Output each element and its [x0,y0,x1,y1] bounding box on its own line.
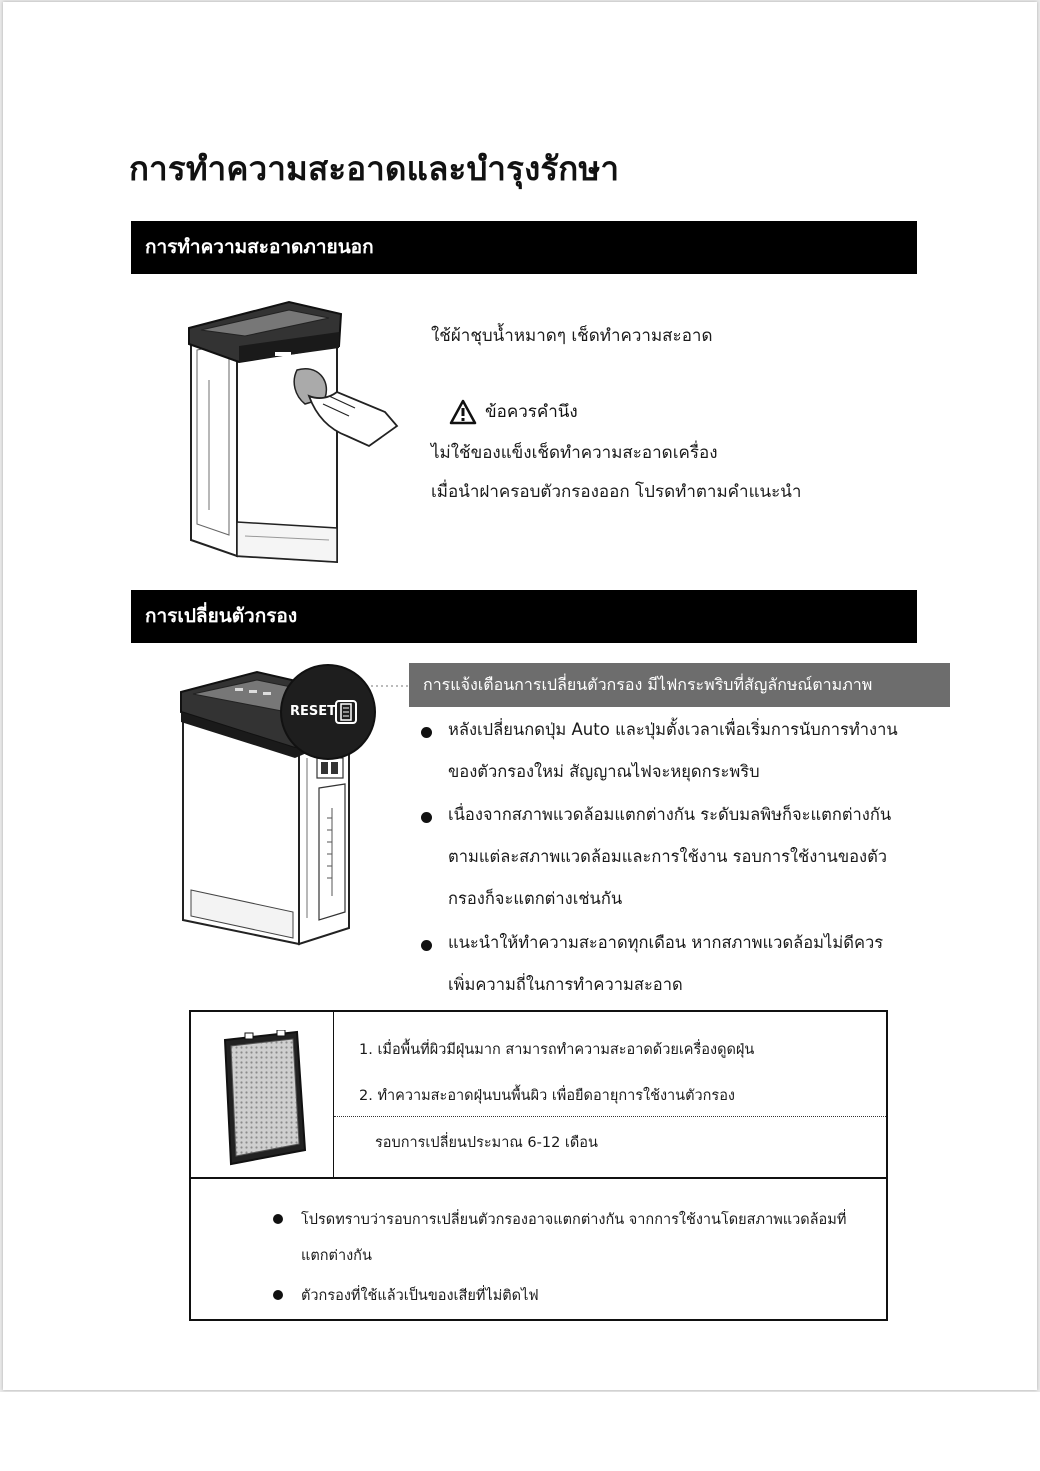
reset-label: RESET [290,704,337,719]
table-divider-horizontal [191,1177,886,1179]
filter-bullet-2-line-2: ตามแต่ละสภาพแวดล้อมและการใช้งาน รอบการใช้งานของตัว [448,847,888,866]
warning-line-2: เมื่อนำฝาครอบตัวกรองออก โปรดทำตามคำแนะนำ [431,482,802,502]
filter-reset-icon [334,698,358,726]
section-heading-exterior-cleaning: การทำความสะอาดภายนอก [131,221,917,274]
section-heading-filter-replacement: การเปลี่ยนตัวกรอง [131,590,917,643]
page-title: การทำความสะอาดและบำรุงรักษา [129,149,620,188]
filter-bullet-1-line-2: ของตัวกรองใหม่ สัญญาณไฟจะหยุดกระพริบ [448,762,760,781]
manual-page [3,2,1037,1390]
cleaning-step-1: 1. เมื่อพื้นที่ผิวมีฝุ่นมาก สามารถทำความสะอาดด้วยเครื่องดูดฝุ่น [359,1042,755,1058]
filter-bullet-1-line-1: หลังเปลี่ยนกดปุ่ม Auto และปุ่มตั้งเวลาเพื่อเริ่มการนับการทำงาน [448,720,898,739]
replacement-cycle: รอบการเปลี่ยนประมาณ 6-12 เดือน [375,1135,598,1151]
filter-bullet-2-line-1: เนื่องจากสภาพแวดล้อมแตกต่างกัน ระดับมลพิษก็จะแตกต่างกัน [448,805,892,824]
filter-maintenance-table [189,1010,888,1321]
filter-bullet-3-line-1: แนะนำให้ทำความสะอาดทุกเดือน หากสภาพแวดล้อมไม่ดีควร [448,933,884,952]
filter-note-1-line-2: แตกต่างกัน [301,1248,372,1264]
cleaning-instruction: ใช้ผ้าชุบน้ำหมาดๆ เช็ดทำความสะอาด [431,326,713,346]
filter-note-1-line-1: โปรดทราบว่ารอบการเปลี่ยนตัวกรองอาจแตกต่างกัน จากการใช้งานโดยสภาพแวดล้อมที่ [301,1212,847,1228]
bullet-dot-icon [273,1290,283,1300]
purifier-reset-illustration [175,658,415,950]
table-divider-vertical [333,1012,334,1177]
filter-bullet-3-line-2: เพิ่มความถี่ในการทำความสะอาด [448,975,683,994]
table-divider-dotted [334,1116,886,1117]
warning-heading [449,398,578,425]
warning-triangle-icon [449,399,477,425]
bullet-dot-icon [421,812,432,823]
bullet-dot-icon [421,727,432,738]
bullet-dot-icon [421,940,432,951]
bullet-dot-icon [273,1214,283,1224]
purifier-wiping-illustration [179,300,399,564]
cleaning-step-2: 2. ทำความสะอาดฝุ่นบนพื้นผิว เพื่อยืดอายุการใช้งานตัวกรอง [359,1088,735,1104]
filter-cartridge-illustration [219,1030,309,1166]
warning-line-1: ไม่ใช้ของแข็งเช็ดทำความสะอาดเครื่อง [431,443,718,463]
filter-notice-banner: การแจ้งเตือนการเปลี่ยนตัวกรอง มีไฟกระพริบที่สัญลักษณ์ตามภาพ [409,663,950,707]
warning-label: ข้อควรคำนึง [485,402,578,422]
filter-bullet-2-line-3: กรองก็จะแตกต่างเช่นกัน [448,889,623,908]
page-bottom-margin [0,1392,1040,1471]
filter-note-2-line-1: ตัวกรองที่ใช้แล้วเป็นของเสียที่ไม่ติดไฟ [301,1288,539,1304]
